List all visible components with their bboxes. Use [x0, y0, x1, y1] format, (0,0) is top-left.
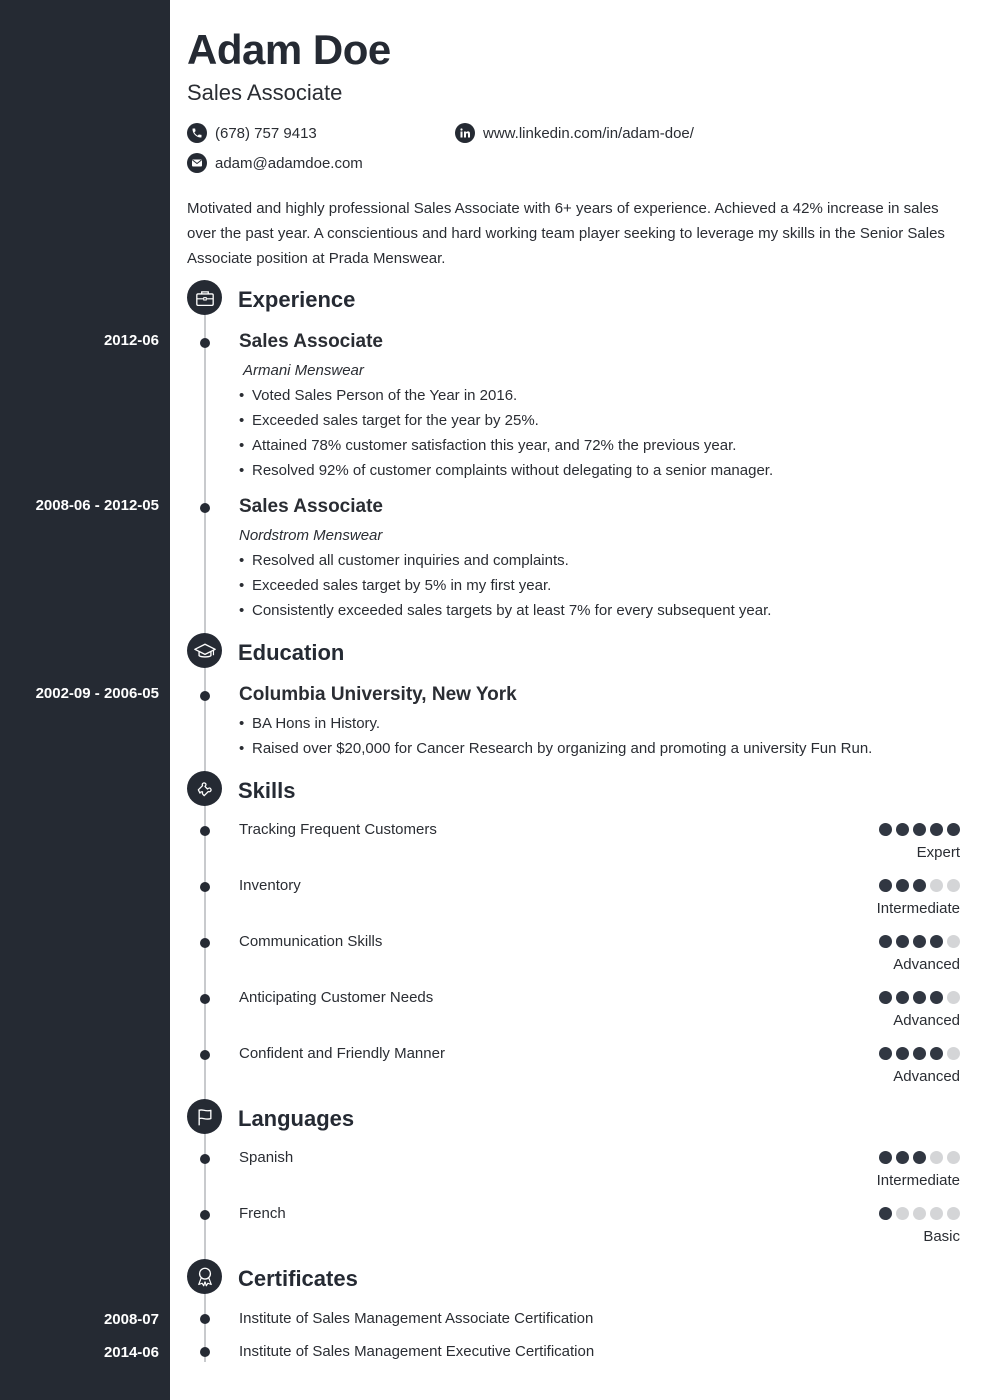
language-rating — [879, 1207, 960, 1220]
skill-level: Expert — [916, 844, 960, 861]
certificate-date: 2008-07 — [103, 1311, 159, 1328]
company-name: Nordstrom Menswear — [239, 527, 383, 544]
rating-dot — [930, 879, 943, 892]
rating-dot — [896, 879, 909, 892]
job-bullet: • Consistently exceeded sales targets by at least 7% for every subsequent year. — [239, 602, 771, 619]
linkedin-text[interactable]: www.linkedin.com/in/adam-doe/ — [483, 124, 694, 142]
rating-dot — [930, 991, 943, 1004]
rating-dot — [930, 823, 943, 836]
timeline-dot — [200, 1210, 210, 1220]
rating-dot — [947, 1207, 960, 1220]
rating-dot — [947, 879, 960, 892]
section-title-skills: Skills — [238, 778, 296, 803]
company-name: Armani Menswear — [243, 362, 364, 379]
timeline-dot — [200, 994, 210, 1004]
rating-dot — [879, 823, 892, 836]
language-level: Intermediate — [876, 1172, 960, 1189]
job-bullet: • Attained 78% customer satisfaction this year, and 72% the previous year. — [239, 437, 736, 454]
rating-dot — [896, 823, 909, 836]
rating-dot — [896, 1047, 909, 1060]
section-title-experience: Experience — [238, 287, 356, 312]
briefcase-icon — [187, 280, 222, 315]
timeline-dot — [200, 826, 210, 836]
summary: Motivated and highly professional Sales Associate with 6+ years of experience. Achieved a 42% increase in sales over the past year. A conscientious and hard working team player seeking to leverage my skills in the Senior Sales Associate position at Prada Menswear. — [187, 200, 945, 267]
skill-rating — [879, 1047, 960, 1060]
rating-dot — [879, 879, 892, 892]
linkedin-icon — [455, 123, 475, 143]
rating-dot — [879, 991, 892, 1004]
phone-icon — [187, 123, 207, 143]
rating-dot — [930, 1047, 943, 1060]
job-bullet: • Exceeded sales target for the year by 25%. — [239, 412, 539, 429]
rating-dot — [930, 1151, 943, 1164]
timeline-dot — [200, 938, 210, 948]
email-text[interactable]: adam@adamdoe.com — [215, 154, 363, 172]
certificate-name: Institute of Sales Management Executive Certification — [239, 1343, 595, 1360]
phone-text: (678) 757 9413 — [215, 124, 317, 142]
rating-dot — [879, 1207, 892, 1220]
education-date: 2002-09 - 2006-05 — [35, 685, 159, 702]
rating-dot — [930, 1207, 943, 1220]
skill-rating — [879, 823, 960, 836]
skill-name: Inventory — [239, 877, 301, 894]
job-title: Sales Associate — [239, 331, 383, 352]
timeline-dot — [200, 1347, 210, 1357]
timeline-dot — [200, 882, 210, 892]
job-bullet: • Resolved 92% of customer complaints without delegating to a senior manager. — [239, 462, 773, 479]
contact-email[interactable] — [187, 153, 363, 173]
rating-dot — [913, 1207, 926, 1220]
timeline-dot — [200, 503, 210, 513]
rating-dot — [947, 823, 960, 836]
skill-level: Advanced — [893, 1012, 960, 1029]
rating-dot — [879, 1047, 892, 1060]
language-name: Spanish — [239, 1149, 294, 1166]
language-rating — [879, 1151, 960, 1164]
job-bullet: • Exceeded sales target by 5% in my first year. — [239, 577, 551, 594]
job-title: Sales Associate — [239, 496, 383, 517]
rating-dot — [913, 1047, 926, 1060]
rating-dot — [913, 1151, 926, 1164]
rating-dot — [896, 1151, 909, 1164]
rating-dot — [947, 1151, 960, 1164]
skill-level: Advanced — [893, 956, 960, 973]
education-bullet: • Raised over $20,000 for Cancer Research by organizing and promoting a university Fun Run. — [239, 740, 872, 757]
skill-rating — [879, 991, 960, 1004]
rating-dot — [947, 935, 960, 948]
rating-dot — [913, 991, 926, 1004]
job-bullet: • Voted Sales Person of the Year in 2016. — [239, 387, 517, 404]
skill-name: Communication Skills — [239, 933, 383, 950]
skill-rating — [879, 879, 960, 892]
rating-dot — [913, 823, 926, 836]
language-level: Basic — [923, 1228, 960, 1245]
rating-dot — [913, 879, 926, 892]
rating-dot — [947, 1047, 960, 1060]
email-icon — [187, 153, 207, 173]
school-name: Columbia University, New York — [239, 684, 517, 705]
experience-date: 2008-06 - 2012-05 — [35, 497, 159, 514]
graduation-cap-icon — [187, 633, 222, 668]
skill-name: Confident and Friendly Manner — [239, 1045, 445, 1062]
experience-date: 2012-06 — [103, 332, 159, 349]
rating-dot — [896, 1207, 909, 1220]
contact-phone — [187, 123, 317, 143]
skill-level: Advanced — [893, 1068, 960, 1085]
contact-linkedin[interactable] — [455, 123, 694, 143]
job-bullet: • Resolved all customer inquiries and complaints. — [239, 552, 569, 569]
timeline-dot — [200, 1050, 210, 1060]
rating-dot — [930, 935, 943, 948]
candidate-title: Sales Associate — [187, 80, 343, 105]
certificate-name: Institute of Sales Management Associate Certification — [239, 1310, 594, 1327]
rating-dot — [879, 1151, 892, 1164]
skill-rating — [879, 935, 960, 948]
section-title-education: Education — [238, 640, 345, 665]
timeline-dot — [200, 1314, 210, 1324]
flag-icon — [187, 1099, 222, 1134]
puzzle-icon — [187, 771, 222, 806]
skill-name: Anticipating Customer Needs — [239, 989, 434, 1006]
rating-dot — [947, 991, 960, 1004]
rating-dot — [896, 935, 909, 948]
award-icon — [187, 1259, 222, 1294]
timeline-dot — [200, 338, 210, 348]
timeline-dot — [200, 1154, 210, 1164]
candidate-name: Adam Doe — [187, 26, 391, 73]
skill-name: Tracking Frequent Customers — [239, 821, 437, 838]
language-name: French — [239, 1205, 286, 1222]
timeline-dot — [200, 691, 210, 701]
section-title-certificates: Certificates — [238, 1266, 358, 1291]
section-title-languages: Languages — [238, 1106, 355, 1131]
skill-level: Intermediate — [876, 900, 960, 917]
rating-dot — [896, 991, 909, 1004]
rating-dot — [913, 935, 926, 948]
rating-dot — [879, 935, 892, 948]
education-bullet: • BA Hons in History. — [239, 715, 380, 732]
certificate-date: 2014-06 — [103, 1344, 159, 1361]
